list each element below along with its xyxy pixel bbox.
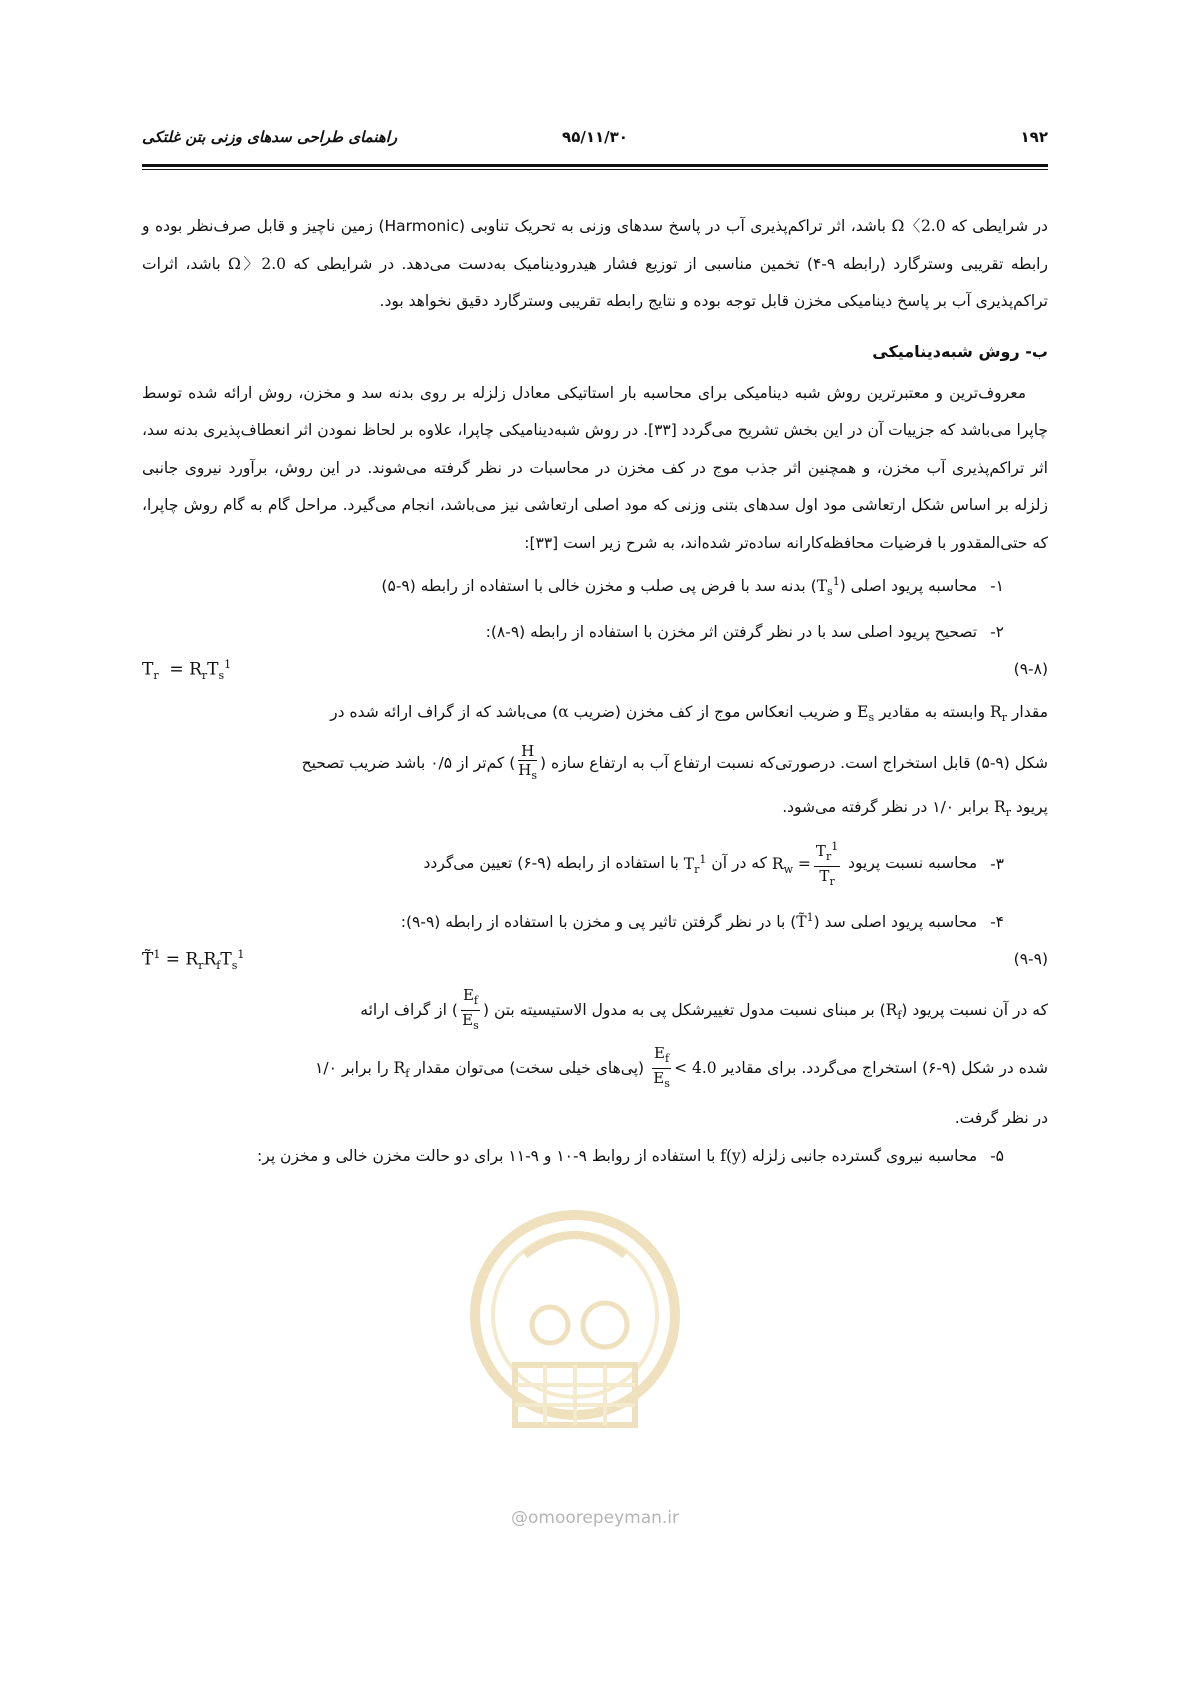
equation-9-9 (142, 942, 1048, 984)
rf-paragraph-3: در نظر گرفت. (954, 1109, 1048, 1128)
step-3-text-b: که در آن (711, 854, 767, 873)
step-4-text-a: محاسبه پریود اصلی سد ( (813, 912, 978, 931)
rr-text-a: مقدار (1011, 703, 1048, 722)
step-5-text-b: با استفاده از روابط ۹-۱۰ و ۹-۱۱ برای دو حالت مخزن خالی و مخزن پر: (257, 1146, 716, 1165)
symbol-fy: f(y) (720, 1146, 747, 1165)
equation-9-8-formula: $T_r = R_rT_s^1$ (142, 658, 232, 683)
rr-text-d: ) می‌باشد که از گراف ارائه شده در (330, 703, 559, 722)
intro-condition-1: Ω〈2.0 (891, 217, 946, 235)
intro-text-a: در شرایطی که (951, 217, 1048, 235)
step-2-text: تصحیح پریود اصلی سد با در نظر گرفتن اثر مخزن با استفاده از رابطه (۹-۸): (485, 623, 978, 642)
rr-paragraph (142, 694, 1048, 737)
step-3-text-a: محاسبه نسبت پریود (848, 854, 978, 873)
step-4-number: ۴- (990, 912, 1004, 931)
page-header (142, 128, 1048, 156)
step-5-number: ۵- (990, 1146, 1004, 1165)
rf-paragraph-2 (142, 1042, 1048, 1100)
step-3-number: ۳- (990, 854, 1004, 873)
symbol-tr1: $T_r^1$ (683, 852, 707, 876)
section-heading: ب- روش شبه‌دینامیکی (872, 341, 1048, 361)
intro-text-b: باشد، اثر تراکم‌پذیری آب در پاسخ سدهای وزنی به تحریک تناوبی (Harmonic) زمین ناچیز و قابل صرف‌نظر بوده و رابطه تقریبی وسترگارد (رابطه ۹-۴) تخمین مناسبی از توزیع فشار هیدرودینامیک به‌دست می‌دهد. در شرایطی که (142, 217, 1048, 273)
equation-9-8-number: (۹-۸) (1013, 660, 1048, 679)
header-rule-thin (142, 169, 1048, 170)
symbol-rr-2: $R_r$ (994, 797, 1011, 819)
intro-condition-2: Ω〉2.0 (228, 254, 287, 273)
page-number: ۱۹۲ (1020, 128, 1048, 146)
intro-text-c: باشد، اثرات تراکم‌پذیری آب بر پاسخ دینامیکی مخزن قابل توجه بوده و نتایج رابطه تقریبی وسترگارد دقیق نخواهد بود. (142, 254, 1048, 310)
equation-9-9-formula: T̃$^1$ = $R_rR_fT_s^1$ (142, 947, 245, 972)
symbol-rr: $R_r$ (990, 703, 1007, 725)
header-date: ۹۵/۱۱/۳۰ (562, 128, 628, 146)
rf-text-e: (پی‌های خیلی سخت) می‌توان مقدار (414, 1058, 645, 1077)
rr-text-b: وابسته به مقادیر (879, 703, 986, 722)
rf-paragraph (142, 984, 1048, 1042)
symbol-es: $E_s$ (857, 703, 875, 725)
step-1-number: ۱- (990, 577, 1004, 596)
section-paragraph: معروف‌ترین و معتبرترین روش شبه دینامیکی برای محاسبه بار استاتیکی معادل زلزله بر روی بدنه سد و مخزن، روش ارائه شده توسط چاپرا می‌باشد که جزییات آن در این بخش تشریح می‌گردد [۳۳]. در روش شبه‌دینامیکی چاپرا، علاوه بر لحاظ نمودن اثر انعطاف‌پذیری بدنه سد، اثر تراکم‌پذیری آب مخزن، و همچنین اثر جذب موج در کف مخزن در محاسبات در نظر گرفته می‌شوند. در این روش، برآورد نیروی جانبی زلزله بر اساس شکل ارتعاشی مود اول سدهای بتنی وزنی که مود اصلی ارتعاشی نیز می‌باشد، انجام می‌گیرد. مراحل گام به گام روش چاپرا، که حتی‌المقدور با فرضیات محافظه‌کارانه ساده‌تر شده‌اند، به شرح زیر است [۳۳]: (142, 383, 1048, 552)
step-5-text-a: محاسبه نیروی گسترده جانبی زلزله (751, 1146, 978, 1165)
header-title: راهنمای طراحی سدهای وزنی بتن غلتکی (142, 128, 398, 146)
inequality-ef-es: $\frac{E_f}{E_s}$ < 4.0 (653, 1044, 717, 1091)
symbol-alpha: α (558, 703, 569, 722)
equation-9-8 (142, 652, 1048, 694)
rr-text-e: شکل (۹-۵) قابل استخراج است. درصورتی‌که نسبت ارتفاع آب به ارتفاع سازه ( (540, 753, 1048, 772)
watermark-site: @omoorepeyman.ir (510, 1508, 680, 1528)
rf-text-f: را برابر ۱/۰ (315, 1058, 389, 1077)
rf-text-a: که در آن نسبت پریود ( (901, 1000, 1048, 1019)
step-4-text-b: ) با در نظر گرفتن تاثیر پی و مخزن با استفاده از رابطه (۹-۹): (400, 912, 797, 931)
equation-9-9-number: (۹-۹) (1013, 949, 1048, 968)
step-3-text-c: با استفاده از رابطه (۹-۶) تعیین می‌گردد (423, 854, 679, 873)
rf-text-d: شده در شکل (۹-۶) استخراج می‌گردد. برای مقادیر (721, 1058, 1048, 1077)
symbol-t-tilde: T̃$^1$ (796, 910, 814, 931)
intro-paragraph (142, 208, 1048, 321)
step-2-number: ۲- (990, 623, 1004, 642)
rr-text-f: ) کم‌تر از ۰/۵ باشد ضریب تصحیح (301, 753, 516, 772)
step-2 (142, 612, 1048, 652)
rr-text-g: پریود (1015, 797, 1048, 816)
watermark-seal-icon (455, 1195, 695, 1465)
rf-text-b: ) بر مبنای نسبت مدول تغییرشکل پی به مدول الاستیسیته بتن ( (482, 1000, 886, 1019)
header-rule (142, 164, 1048, 167)
page-body (142, 208, 1048, 1174)
rr-paragraph-3 (142, 789, 1048, 832)
step-1-text-b: ) بدنه سد با فرض پی صلب و مخزن خالی با استفاده از رابطه (۹-۵) (381, 577, 817, 596)
step-3 (142, 831, 1048, 897)
fraction-h-over-hs: $\frac{H}{H_s}$ (518, 741, 538, 782)
rr-text-h: برابر ۱/۰ در نظر گرفته می‌شود. (782, 797, 990, 816)
equation-rw: $R_w$ = $\frac{T_r^1}{T_r}$ (771, 840, 839, 889)
rf-text-c: ) از گراف ارائه (360, 1000, 458, 1019)
step-1-text-a: محاسبه پریود اصلی ( (839, 577, 978, 596)
symbol-rf-2: $R_f$ (393, 1058, 410, 1081)
symbol-rf: $R_f$ (885, 1000, 902, 1022)
step-4 (142, 898, 1048, 942)
rr-paragraph-2 (142, 737, 1048, 789)
rr-text-c: و ضریب انعکاس موج از کف مخزن (ضریب (573, 703, 853, 722)
step-5 (142, 1138, 1048, 1174)
symbol-ts1: $T_s^1$ (816, 575, 840, 599)
step-1 (142, 562, 1048, 612)
fraction-ef-over-es: $\frac{E_f}{E_s}$ (462, 985, 479, 1032)
